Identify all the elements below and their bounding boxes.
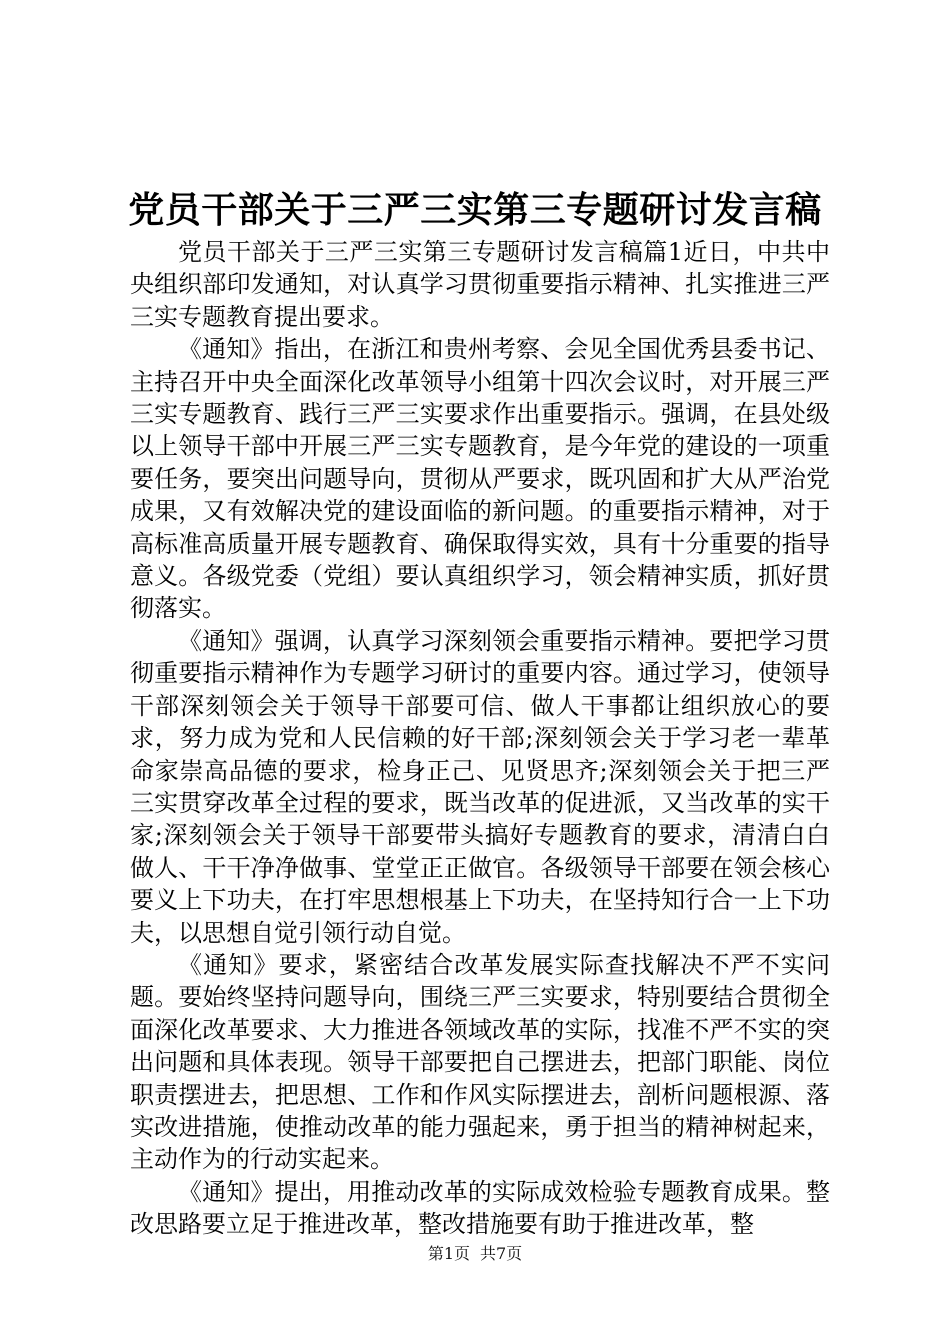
paragraph-5: 《通知》提出，用推动改革的实际成效检验专题教育成果。整改思路要立足于推进改革，整改措施要有助于推进改革，整 [130,1177,830,1239]
paragraph-1: 党员干部关于三严三实第三专题研讨发言稿篇1近日，中共中央组织部印发通知，对认真学习贯彻重要指示精神、扎实推进三严三实专题教育提出要求。 [130,238,830,331]
paragraph-3: 《通知》强调，认真学习深刻领会重要指示精神。要把学习贯彻重要指示精神作为专题学习研讨的重要内容。通过学习，使领导干部深刻领会关于领导干部要可信、做人干事都让组织放心的要求，努力成为党和人民信赖的好干部;深刻领会关于学习老一辈革命家崇高品德的要求，检身正己、见贤思齐;深刻领会关于把三严三实贯穿改革全过程的要求，既当改革的促进派，又当改革的实干家;深刻领会关于领导干部要带头搞好专题教育的要求，清清白白做人、干干净净做事、堂堂正正做官。各级领导干部要在领会核心要义上下功夫，在打牢思想根基上下功夫，在坚持知行合一上下功夫，以思想自觉引领行动自觉。 [130,626,830,947]
page-footer [0,1244,950,1264]
document-title: 党员干部关于三严三实第三专题研讨发言稿 [128,189,822,231]
page-number: 第1页 [427,1244,470,1263]
document-body [130,236,830,1241]
paragraph-2: 《通知》指出，在浙江和贵州考察、会见全国优秀县委书记、主持召开中央全面深化改革领导小组第十四次会议时，对开展三严三实专题教育、践行三严三实要求作出重要指示。强调，在县处级以上领导干部中开展三严三实专题教育，是今年党的建设的一项重要任务，要突出问题导向，贯彻从严要求，既巩固和扩大从严治党成果，又有效解决党的建设面临的新问题。的重要指示精神，对于高标准高质量开展专题教育、确保取得实效，具有十分重要的指导意义。各级党委（党组）要认真组织学习，领会精神实质，抓好贯彻落实。 [130,335,830,623]
paragraph-4: 《通知》要求，紧密结合改革发展实际查找解决不严不实问题。要始终坚持问题导向，围绕三严三实要求，特别要结合贯彻全面深化改革要求、大力推进各领域改革的实际，找准不严不实的突出问题和具体表现。领导干部要把自己摆进去，把部门职能、岗位职责摆进去，把思想、工作和作风实际摆进去，剖析问题根源、落实改进措施，使推动改革的能力强起来，勇于担当的精神树起来，主动作为的行动实起来。 [130,950,830,1174]
page-total: 共7页 [480,1244,523,1263]
